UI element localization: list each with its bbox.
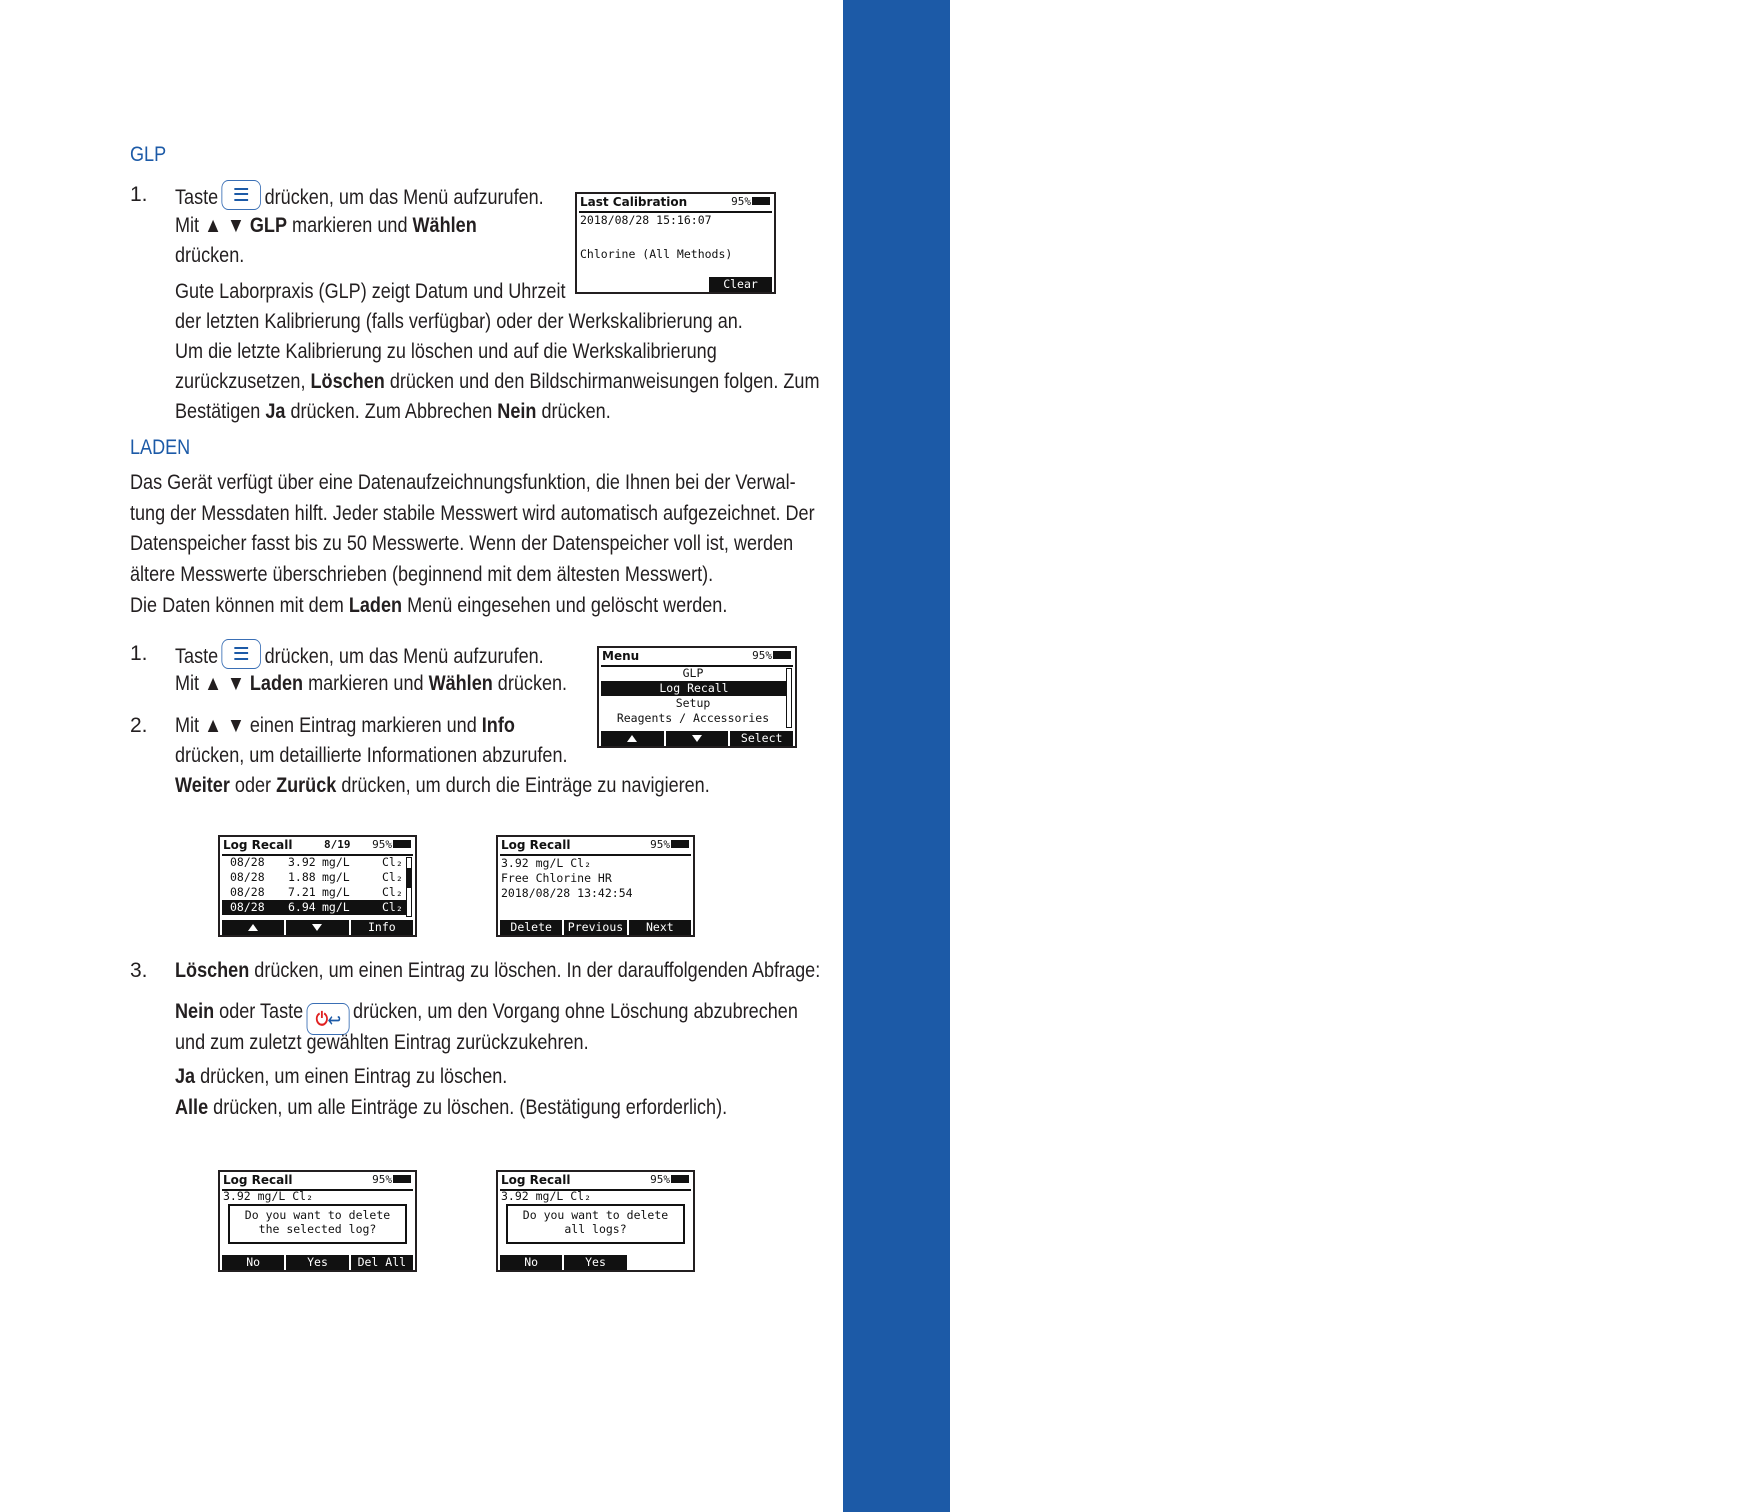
section-title: BEDIENUNG (1718, 145, 1761, 383)
log-param: Cl₂ (382, 900, 403, 914)
dialog-text-2: all logs? (564, 1222, 627, 1236)
laden-intro-1: Das Gerät verfügt über eine Datenaufzeichnungsfunktion, die Ihnen bei der Verwal- (130, 471, 796, 494)
yes-button[interactable]: Yes (564, 1255, 626, 1270)
text: drücken, um das Menü aufzurufen. (264, 186, 544, 209)
screen-footer (498, 1255, 693, 1270)
battery-indicator (650, 838, 689, 851)
laden-step3-line3: und zum zuletzt gewählten Eintrag zurückzukehren. (175, 1031, 589, 1054)
text: Taste (175, 645, 219, 668)
text: drücken. Zum Abbrechen (290, 400, 493, 423)
dialog-text-2: the selected log? (258, 1222, 377, 1236)
battery-text: 95% (650, 838, 670, 851)
text: drücken, um durch die Einträge zu navigieren. (341, 774, 710, 797)
screen-title: Menu (602, 649, 640, 663)
down-arrow-icon (692, 735, 702, 742)
battery-indicator (372, 838, 411, 851)
menu-item-setup[interactable]: Setup (675, 696, 711, 710)
log-param: Cl₂ (382, 885, 403, 899)
log-counter: 8/19 (324, 838, 351, 851)
delete-button[interactable]: Delete (500, 920, 562, 935)
laden-intro-2: tung der Messdaten hilft. Jeder stabile Messwert wird automatisch aufgezeichnet. Der (130, 502, 815, 525)
text: Wählen (412, 214, 477, 237)
last-calibration-screen (575, 192, 776, 294)
text: zurückzusetzen, (175, 370, 306, 393)
text: Mit ▲ ▼ einen Eintrag markieren und (175, 714, 477, 737)
text: Ja (175, 1065, 196, 1088)
log-recall-list-screen (218, 835, 417, 937)
sidebar (843, 0, 1761, 1512)
battery-icon (773, 651, 791, 659)
screen-footer (577, 277, 774, 292)
dialog-text-1: Do you want to delete (522, 1208, 669, 1222)
menu-item-glp[interactable]: GLP (682, 666, 704, 680)
laden-step3-line5 (175, 1093, 727, 1123)
yes-button[interactable]: Yes (286, 1255, 348, 1270)
text: GLP (249, 214, 288, 237)
clear-button[interactable]: Clear (709, 277, 772, 292)
delete-all-screen (496, 1170, 695, 1272)
log-param: Cl₂ (382, 870, 403, 884)
text: Info (481, 714, 515, 737)
log-unit: mg/L (322, 885, 350, 899)
calibration-method: Chlorine (All Methods) (580, 247, 733, 261)
no-button[interactable]: No (222, 1255, 284, 1270)
log-detail-screen (496, 835, 695, 937)
text: drücken. (541, 400, 611, 423)
text: drücken und den Bildschirmanweisungen folgen. Zum (389, 370, 820, 393)
log-unit: mg/L (322, 855, 350, 869)
battery-icon (671, 1175, 689, 1183)
log-value: 6.94 (288, 900, 316, 914)
glp-step1-line4: Gute Laborpraxis (GLP) zeigt Datum und Uhrzeit (175, 280, 566, 303)
previous-button[interactable]: Previous (564, 920, 626, 935)
back-arrow-icon: ↩ (328, 1009, 341, 1029)
laden-step1-line1 (175, 639, 544, 672)
menu-key-icon (222, 639, 262, 669)
text: drücken, um einen Eintrag zu löschen. (200, 1065, 508, 1088)
next-button[interactable]: Next (629, 920, 691, 935)
scrollbar[interactable] (786, 668, 792, 728)
laden-step2-line3 (175, 771, 710, 801)
laden-intro-3: Datenspeicher fasst bis zu 50 Messwerte. Wenn der Datenspeicher voll ist, werden (130, 532, 794, 555)
confirm-dialog (506, 1204, 685, 1244)
text: Die Daten können mit dem (130, 594, 344, 617)
text: Nein (175, 1000, 215, 1023)
text: drücken, um das Menü aufzurufen. (264, 645, 544, 668)
text: Taste (175, 186, 219, 209)
menu-key-icon (222, 180, 262, 210)
log-value: 3.92 mg/L Cl₂ (501, 856, 592, 870)
log-datetime: 2018/08/28 13:42:54 (501, 886, 633, 900)
log-date: 08/28 (230, 855, 265, 869)
text: Weiter (175, 774, 230, 797)
screen-title: Log Recall (223, 838, 293, 852)
scrollbar[interactable] (406, 857, 412, 917)
log-value: 3.92 (288, 855, 316, 869)
dialog-text-1: Do you want to delete (244, 1208, 391, 1222)
screen-title: Log Recall (501, 838, 571, 852)
laden-step1-number: 1. (130, 642, 148, 665)
battery-text: 95% (752, 649, 772, 662)
battery-icon (393, 840, 411, 848)
battery-text: 95% (372, 838, 392, 851)
glp-heading: GLP (130, 143, 167, 166)
laden-step3-number: 3. (130, 959, 148, 982)
glp-step1-line3: drücken. (175, 244, 245, 267)
log-param: Cl₂ (382, 855, 403, 869)
battery-indicator (731, 195, 770, 208)
text: Laden (348, 594, 403, 617)
text: Menü eingesehen und gelöscht werden. (407, 594, 728, 617)
log-value: 3.92 mg/L Cl₂ (223, 1189, 314, 1203)
text: Wählen (428, 672, 493, 695)
menu-item-log-recall[interactable]: Log Recall (601, 681, 787, 696)
glp-step1-line5: der letzten Kalibrierung (falls verfügbar) oder der Werkskalibrierung an. (175, 310, 743, 333)
log-row[interactable] (222, 855, 406, 870)
screen-footer (599, 731, 795, 746)
text: markieren und (292, 214, 408, 237)
screen-title: Last Calibration (580, 195, 688, 209)
log-date: 08/28 (230, 870, 265, 884)
laden-step1-line2 (175, 669, 567, 699)
laden-intro-4: ältere Messwerte überschrieben (beginnend mit dem ältesten Messwert). (130, 563, 714, 586)
down-button[interactable] (666, 731, 729, 746)
text: drücken, um alle Einträge zu löschen. (Bestätigung erforderlich). (213, 1096, 728, 1119)
text: Mit ▲ ▼ (175, 214, 245, 237)
glp-step1-line8 (175, 397, 611, 427)
glp-step1-line2 (175, 211, 477, 241)
calibration-datetime: 2018/08/28 15:16:07 (580, 213, 712, 227)
no-button[interactable]: No (500, 1255, 562, 1270)
menu-item-reagents[interactable]: Reagents / Accessories (616, 711, 770, 725)
text: drücken, um den Vorgang ohne Löschung abzubrechen (353, 1000, 798, 1023)
info-button[interactable]: Info (351, 920, 413, 935)
screen-header (601, 648, 793, 667)
battery-indicator (752, 649, 791, 662)
laden-step2-line1 (175, 711, 515, 741)
up-button[interactable] (601, 731, 664, 746)
battery-text: 95% (650, 1173, 670, 1186)
log-date: 08/28 (230, 885, 265, 899)
laden-step3-line4 (175, 1062, 507, 1092)
up-arrow-icon (248, 924, 258, 931)
down-button[interactable] (286, 920, 348, 935)
glp-step1-number: 1. (130, 183, 148, 206)
laden-intro-5 (130, 591, 727, 621)
text: Ja (265, 400, 286, 423)
screen-title: Log Recall (501, 1173, 571, 1187)
menu-screen (597, 646, 797, 748)
laden-step2-number: 2. (130, 714, 148, 737)
up-arrow-icon (627, 735, 637, 742)
screen-header (579, 194, 772, 213)
screen-header (500, 837, 691, 856)
log-value: 7.21 (288, 885, 316, 899)
text: markieren und (308, 672, 424, 695)
select-button[interactable]: Select (730, 731, 793, 746)
battery-text: 95% (372, 1173, 392, 1186)
log-date: 08/28 (230, 900, 265, 914)
battery-indicator (372, 1173, 411, 1186)
delete-all-button[interactable]: Del All (351, 1255, 413, 1270)
screen-header (222, 837, 413, 856)
log-method: Free Chlorine HR (501, 871, 612, 885)
text: oder (234, 774, 272, 797)
battery-icon (671, 840, 689, 848)
confirm-dialog (228, 1204, 407, 1244)
battery-icon (393, 1175, 411, 1183)
laden-heading: LADEN (130, 436, 191, 459)
text: Alle (175, 1096, 209, 1119)
battery-text: 95% (731, 195, 751, 208)
glp-step1-line1 (175, 180, 544, 213)
text: Zurück (276, 774, 337, 797)
text: oder Taste (219, 1000, 304, 1023)
screen-footer (498, 920, 693, 935)
log-value: 3.92 mg/L Cl₂ (501, 1189, 592, 1203)
screen-title: Log Recall (223, 1173, 293, 1187)
glp-step1-line7 (175, 367, 820, 397)
page-content (0, 0, 843, 1512)
text: Löschen (310, 370, 385, 393)
text: drücken, um einen Eintrag zu löschen. In der darauffolgenden Abfrage: (254, 959, 821, 982)
power-icon: ⏻ (315, 1009, 329, 1029)
page-number: 13 (1711, 1375, 1739, 1403)
delete-selected-screen (218, 1170, 417, 1272)
screen-footer (220, 920, 415, 935)
glp-step1-line6: Um die letzte Kalibrierung zu löschen und auf die Werkskalibrierung (175, 340, 717, 363)
text: Nein (497, 400, 537, 423)
text: Löschen (175, 959, 250, 982)
log-value: 1.88 (288, 870, 316, 884)
log-row[interactable] (222, 870, 406, 885)
text: drücken. (497, 672, 568, 695)
log-row[interactable] (222, 900, 406, 915)
log-unit: mg/L (322, 870, 350, 884)
battery-indicator (650, 1173, 689, 1186)
text: Mit ▲ ▼ (175, 672, 245, 695)
up-button[interactable] (222, 920, 284, 935)
down-arrow-icon (312, 924, 322, 931)
laden-step2-line2: drücken, um detaillierte Informationen abzurufen. (175, 744, 568, 767)
log-unit: mg/L (322, 900, 350, 914)
text: Laden (249, 672, 304, 695)
battery-icon (752, 197, 770, 205)
screen-footer (220, 1255, 415, 1270)
laden-step3-line1 (175, 956, 820, 986)
text: Bestätigen (175, 400, 261, 423)
log-row[interactable] (222, 885, 406, 900)
